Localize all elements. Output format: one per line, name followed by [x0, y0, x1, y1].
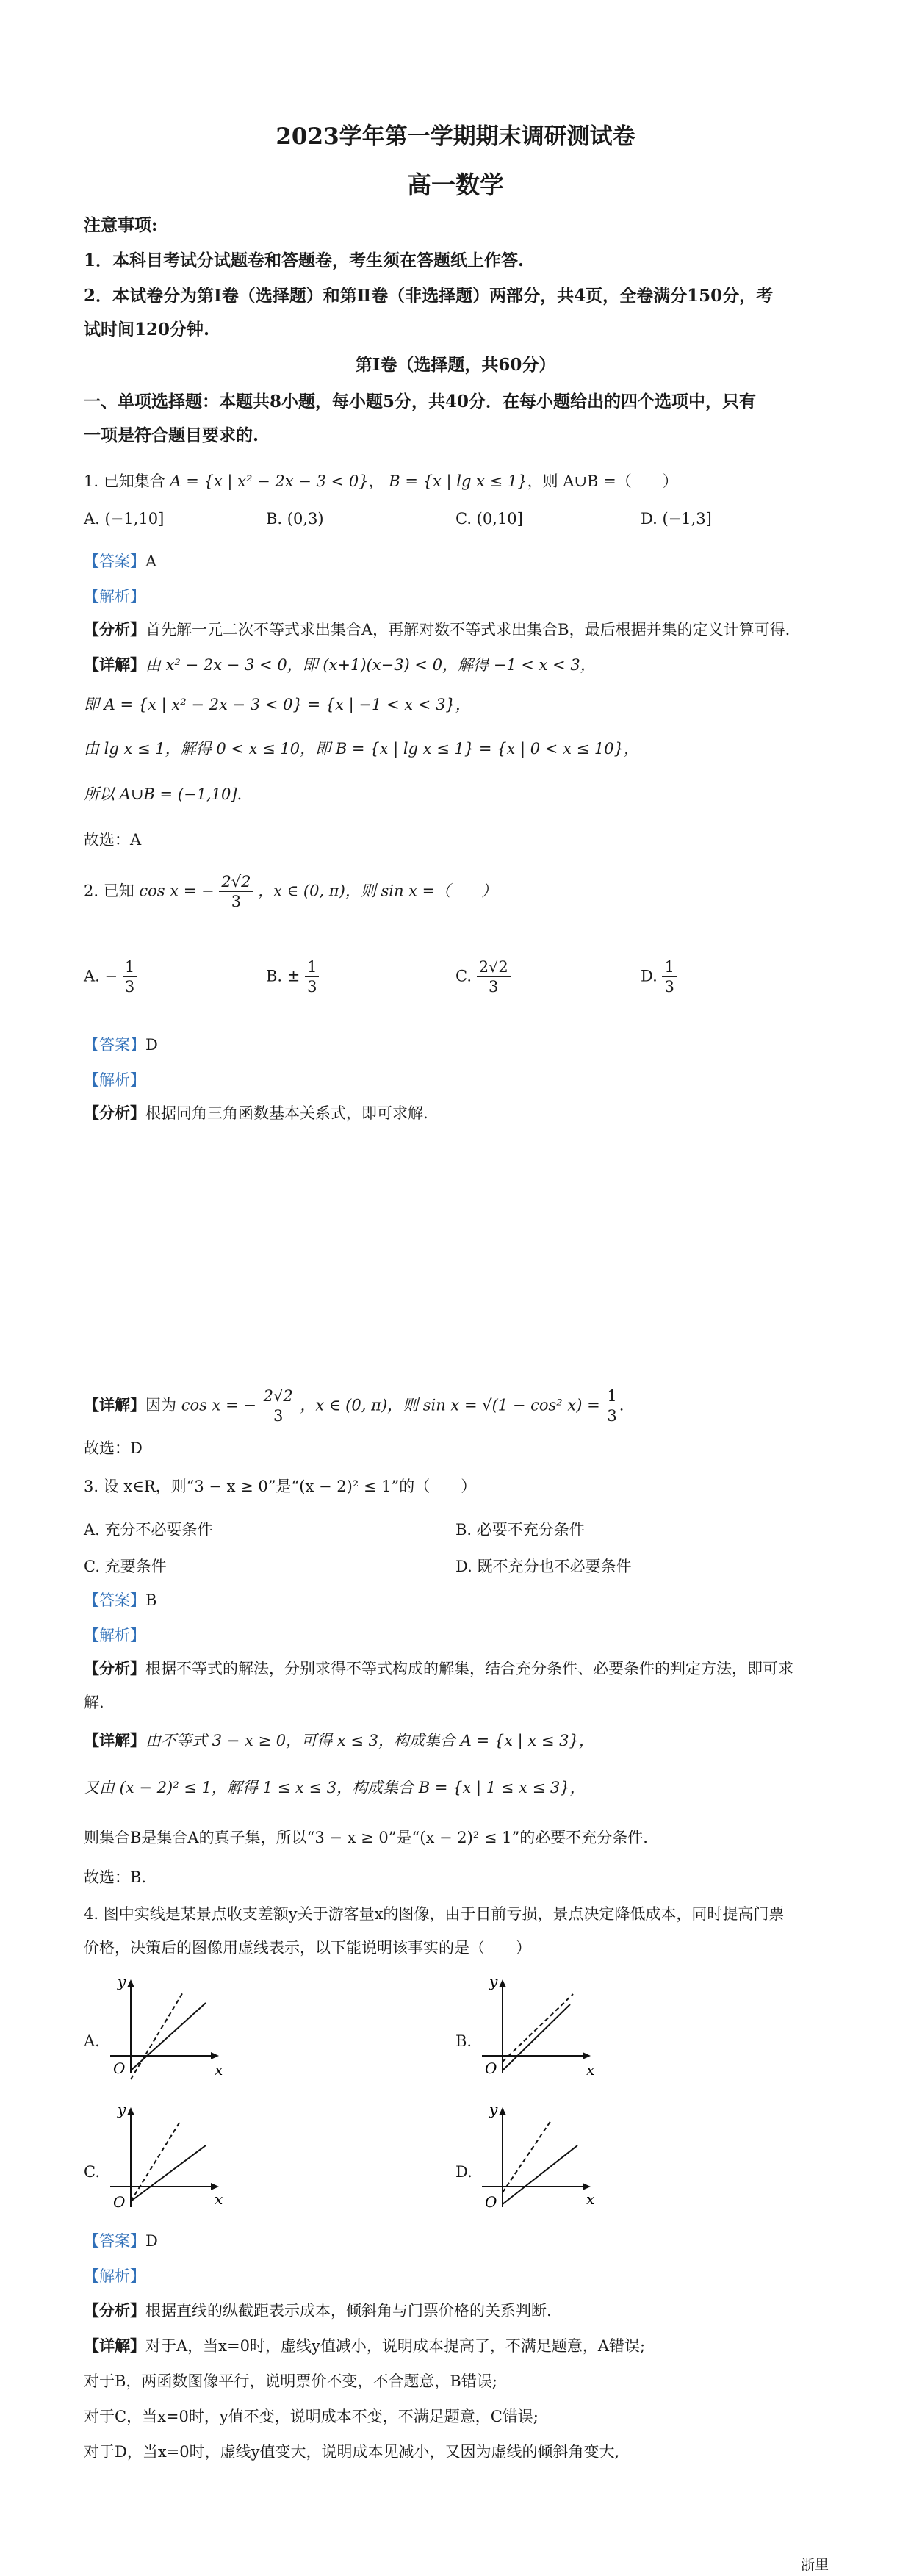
q2-option-b-denominator: 3 — [307, 978, 317, 996]
q4-analysis-label: 【解析】 — [84, 2267, 145, 2285]
q2-option-c-label: C. — [455, 967, 472, 985]
q1-answer-value: A — [145, 553, 157, 570]
q1-option-c[interactable]: C. (0,10] — [455, 510, 523, 528]
q3-analysis-label: 【解析】 — [84, 1627, 145, 1644]
q3-stem: 3. 设 x∈R，则“3 − x ≥ 0”是“(x − 2)² ≤ 1”的（ ） — [84, 1478, 477, 1495]
q1-stem: 1. 已知集合 A = {x | x² − 2x − 3 < 0}， B = {x | lg x ≤ 1}，则 A∪B =（ ） — [84, 472, 678, 490]
answer-label: 【答案】 — [84, 1036, 145, 1054]
q2-detail-result-fraction — [605, 1389, 619, 1424]
q2-option-d-fraction — [662, 960, 676, 995]
q2-cos-denominator: 3 — [231, 893, 242, 910]
xiangjie-label: 【详解】 — [84, 2336, 145, 2355]
q4-detail-c: 对于C，当x=0时，y值不变，说明成本不变，不满足题意，C错误; — [84, 2408, 539, 2425]
exam-title: 2023学年第一学期期末调研测试卷 — [276, 123, 635, 150]
q2-cos-fraction — [219, 874, 253, 910]
q1-detail-step-3: 由 lg x ≤ 1，解得 0 < x ≤ 10，即 B = {x | lg x ≤ 1} = {x | 0 < x ≤ 10}， — [84, 740, 639, 758]
q1-stem-post: ，则 A∪B =（ ） — [527, 472, 678, 490]
q2-detail-end: . — [619, 1396, 624, 1414]
q3-fenxi — [84, 1658, 793, 1680]
fenxi-label: 【分析】 — [84, 1104, 145, 1122]
q1-conclusion: 故选：A — [84, 831, 142, 849]
q1-detail-step-2: 即 A = {x | x² − 2x − 3 < 0} = {x | −1 < x < 3}， — [84, 696, 471, 713]
q4-a-x-label: x — [215, 2061, 223, 2079]
q1-set-b: B = {x | lg x ≤ 1} — [389, 472, 527, 490]
q2-stem — [84, 874, 497, 910]
q3-option-a[interactable]: A. 充分不必要条件 — [84, 1521, 213, 1539]
q2-cos-lhs: cos x = − — [139, 882, 215, 900]
q3-option-d[interactable]: D. 既不充分也不必要条件 — [455, 1558, 632, 1575]
q4-d-origin-label: O — [485, 2193, 497, 2211]
q4-option-d-label[interactable]: D. — [455, 2163, 472, 2181]
xiangjie-label: 【详解】 — [84, 1731, 145, 1749]
q4-answer — [84, 2229, 158, 2251]
fenxi-label: 【分析】 — [84, 2301, 145, 2320]
notice-heading: 注意事项: — [84, 215, 158, 235]
q2-option-b-label: B. ± — [266, 967, 300, 985]
q1-option-b[interactable]: B. (0,3) — [266, 510, 324, 528]
q2-detail-pre: 因为 — [145, 1396, 176, 1414]
q2-option-a-numerator: 1 — [123, 960, 137, 977]
q2-stem-mid: ，x ∈ (0, π)，则 sin x =（ ） — [258, 882, 497, 900]
q1-fenxi-text: 首先解一元二次不等式求出集合A，再解对数不等式求出集合B，最后根据并集的定义计算可得. — [145, 621, 791, 638]
q2-detail-cos-fraction — [262, 1389, 295, 1424]
q2-option-c-fraction — [477, 960, 511, 995]
q2-option-a-fraction — [123, 960, 137, 995]
part1-title: 第Ⅰ卷（选择题，共60分） — [355, 355, 556, 375]
notice-item-2-line-2: 试时间120分钟. — [84, 320, 210, 339]
q3-answer-value: B — [145, 1591, 157, 1609]
fenxi-label: 【分析】 — [84, 620, 145, 638]
q3-option-c[interactable]: C. 充要条件 — [84, 1558, 167, 1575]
q2-option-c[interactable] — [455, 960, 511, 995]
q4-detail-a-text: 对于A，当x=0时，虚线y值减小，说明成本提高了，不满足题意，A错误; — [145, 2337, 646, 2355]
q2-detail-result-denominator: 3 — [607, 1407, 617, 1425]
q4-c-y-label: y — [118, 2104, 126, 2118]
q2-answer — [84, 1033, 158, 1055]
q4-option-a-graph[interactable] — [103, 1976, 228, 2094]
q4-a-origin-label: O — [113, 2059, 126, 2077]
q2-option-b-fraction — [305, 960, 319, 995]
q1-answer — [84, 550, 156, 572]
q4-option-a-label[interactable]: A. — [84, 2032, 100, 2050]
q3-detail-step-3: 则集合B是集合A的真子集，所以“3 − x ≥ 0”是“(x − 2)² ≤ 1”的必要不充分条件. — [84, 1829, 648, 1846]
q2-detail-mid: ，x ∈ (0, π)，则 sin x = √(1 − cos² x) = — [300, 1396, 600, 1414]
answer-label: 【答案】 — [84, 553, 145, 570]
notice-item-1: 1．本科目考试分试题卷和答题卷，考生须在答题纸上作答. — [84, 251, 525, 270]
q3-step1-text: 由不等式 3 − x ≥ 0，可得 x ≤ 3，构成集合 A = {x | x ≤ 3}， — [145, 1732, 594, 1749]
q1-option-d[interactable]: D. (−1,3] — [641, 510, 712, 528]
notice-item-2-line-1: 2．本试卷分为第Ⅰ卷（选择题）和第Ⅱ卷（非选择题）两部分，共4页，全卷满分150分，考 — [84, 286, 774, 306]
q2-option-a-label: A. − — [84, 967, 118, 985]
q2-option-d-label: D. — [641, 967, 658, 985]
fenxi-label: 【分析】 — [84, 1659, 145, 1677]
q3-fenxi-line-1: 根据不等式的解法，分别求得不等式构成的解集，结合充分条件、必要条件的判定方法，即可求 — [145, 1660, 793, 1677]
part1-instruction-line-2: 一项是符合题目要求的. — [84, 425, 259, 445]
xiangjie-label: 【详解】 — [84, 655, 145, 674]
q4-d-y-label: y — [489, 2104, 498, 2118]
q4-b-origin-label: O — [485, 2059, 497, 2077]
q2-conclusion: 故选：D — [84, 1439, 143, 1457]
q1-analysis-label: 【解析】 — [84, 588, 145, 605]
q4-fenxi — [84, 2300, 552, 2322]
q2-fenxi-text: 根据同角三角函数基本关系式，即可求解. — [145, 1104, 428, 1122]
q3-detail-step-1 — [84, 1730, 594, 1752]
q1-stem-pre: 1. 已知集合 — [84, 472, 165, 490]
q2-detail-cos-lhs: cos x = − — [181, 1396, 256, 1414]
q4-b-x-label: x — [586, 2061, 595, 2079]
q4-option-b-graph[interactable] — [475, 1976, 599, 2094]
q4-d-x-label: x — [586, 2190, 595, 2208]
q4-detail-b: 对于B，两函数图像平行，说明票价不变，不合题意，B错误; — [84, 2372, 497, 2390]
q4-detail-a — [84, 2335, 645, 2357]
q3-option-b[interactable]: B. 必要不充分条件 — [455, 1521, 585, 1539]
q2-option-b-numerator: 1 — [305, 960, 319, 977]
q2-detail-result-numerator: 1 — [605, 1389, 619, 1406]
q3-detail-step-2: 又由 (x − 2)² ≤ 1，解得 1 ≤ x ≤ 3，构成集合 B = {x | 1 ≤ x ≤ 3}， — [84, 1779, 586, 1796]
q3-answer — [84, 1589, 156, 1611]
q2-analysis-label: 【解析】 — [84, 1071, 145, 1089]
q2-option-c-denominator: 3 — [489, 978, 499, 996]
q1-step1-text: 由 x² − 2x − 3 < 0，即 (x+1)(x−3) < 0，解得 −1 < x < 3， — [145, 656, 596, 674]
q2-option-d[interactable] — [641, 960, 677, 995]
q4-a-y-label: y — [118, 1976, 126, 1990]
q4-stem-line-2: 价格，决策后的图像用虚线表示，以下能说明该事实的是（ ） — [84, 1939, 531, 1957]
q4-fenxi-text: 根据直线的纵截距表示成本，倾斜角与门票价格的关系判断. — [145, 2302, 552, 2320]
exam-subject: 高一数学 — [407, 170, 504, 199]
q4-option-b-label[interactable]: B. — [455, 2032, 472, 2050]
q2-answer-value: D — [145, 1036, 158, 1054]
q2-fenxi — [84, 1102, 428, 1124]
q1-set-a: A = {x | x² − 2x − 3 < 0} — [170, 472, 369, 490]
q4-option-d-graph[interactable] — [475, 2104, 599, 2222]
xiangjie-label: 【详解】 — [84, 1395, 145, 1414]
q1-detail-step-1 — [84, 654, 596, 676]
q1-detail-step-4: 所以 A∪B = (−1,10]. — [84, 785, 242, 803]
q4-option-c-graph[interactable] — [103, 2104, 228, 2222]
q2-detail-cos-denominator: 3 — [273, 1407, 284, 1425]
q3-fenxi-line-2: 解. — [84, 1694, 104, 1711]
q4-c-x-label: x — [215, 2190, 223, 2208]
q4-c-origin-label: O — [113, 2193, 126, 2211]
q4-option-c-label[interactable]: C. — [84, 2163, 100, 2181]
q2-option-a[interactable] — [84, 960, 137, 995]
q2-option-b[interactable] — [266, 960, 319, 995]
q4-stem-line-1: 4. 图中实线是某景点收支差额y关于游客量x的图像，由于目前亏损，景点决定降低成本，同时提高门票 — [84, 1905, 785, 1923]
q2-cos-numerator: 2√2 — [219, 874, 253, 892]
q3-conclusion: 故选：B. — [84, 1868, 147, 1886]
q2-option-d-numerator: 1 — [662, 960, 676, 977]
q4-b-y-label: y — [489, 1976, 498, 1990]
q2-detail — [84, 1389, 624, 1424]
q4-detail-d: 对于D，当x=0时，虚线y值变大，说明成本见减小，又因为虚线的倾斜角变大, — [84, 2443, 620, 2461]
q2-option-a-denominator: 3 — [124, 978, 135, 996]
answer-label: 【答案】 — [84, 1591, 145, 1609]
q1-fenxi — [84, 619, 790, 641]
page-footer: 浙里 — [801, 2557, 829, 2573]
part1-instruction-line-1: 一、单项选择题：本题共8小题，每小题5分，共40分．在每小题给出的四个选项中，只有 — [84, 392, 757, 411]
answer-label: 【答案】 — [84, 2232, 145, 2250]
q2-option-d-denominator: 3 — [664, 978, 674, 996]
q4-answer-value: D — [145, 2232, 158, 2250]
q2-stem-pre: 2. 已知 — [84, 882, 134, 900]
q1-option-a[interactable]: A. (−1,10] — [84, 510, 165, 528]
q2-detail-cos-numerator: 2√2 — [262, 1389, 295, 1406]
q2-option-c-numerator: 2√2 — [477, 960, 511, 977]
